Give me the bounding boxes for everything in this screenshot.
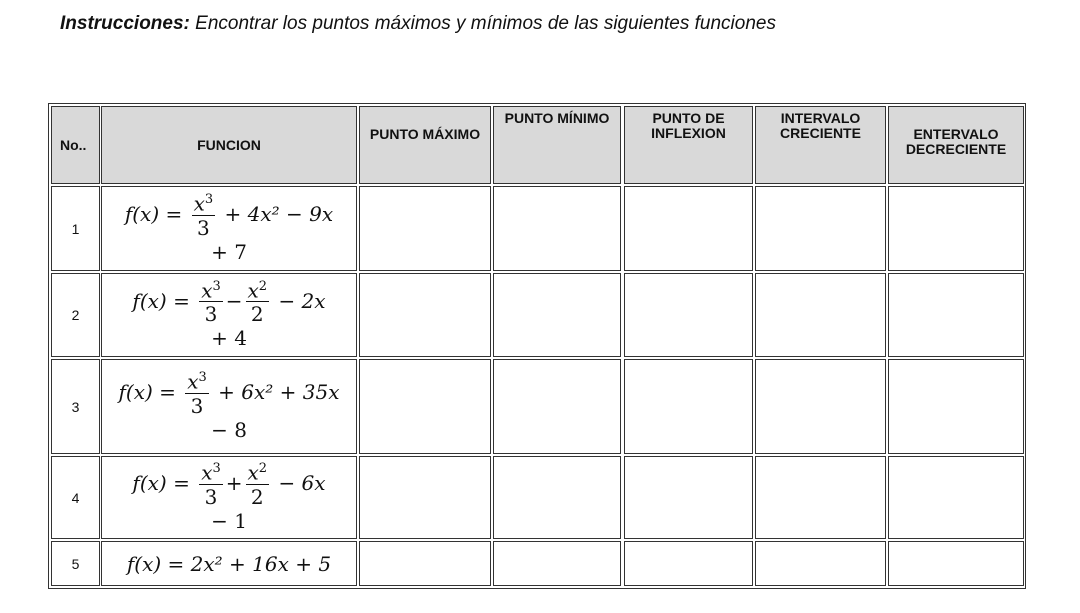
punto-inflexion-cell[interactable] [624, 456, 753, 539]
row-number: 2 [51, 273, 100, 357]
header-intervalo-creciente: INTERVALO CRECIENTE [755, 106, 886, 184]
function-expression: f(x) = 2x² + 16x + 5 [126, 551, 332, 576]
punto-inflexion-cell[interactable] [624, 359, 753, 454]
function-continuation: + 7 [211, 239, 247, 264]
function-expression: f(x) = $\frac{x^3}{3}$ + $\frac{x^2}{2}$ − 6x [132, 460, 326, 509]
punto-minimo-cell[interactable] [493, 273, 621, 357]
punto-minimo-cell[interactable] [493, 541, 621, 586]
punto-maximo-cell[interactable] [359, 186, 491, 271]
punto-inflexion-cell[interactable] [624, 541, 753, 586]
instructions-label: Instrucciones: [60, 13, 190, 34]
intervalo-creciente-cell[interactable] [755, 186, 886, 271]
function-continuation: − 8 [211, 417, 247, 442]
header-punto-minimo: PUNTO MÍNIMO [493, 106, 621, 184]
header-punto-inflexion: PUNTO DE INFLEXION [624, 106, 753, 184]
function-cell [101, 273, 357, 357]
entervalo-decreciente-cell[interactable] [888, 541, 1024, 586]
punto-minimo-cell[interactable] [493, 359, 621, 454]
header-no: No.. [51, 106, 100, 184]
intervalo-creciente-cell[interactable] [755, 541, 886, 586]
header-entervalo-decreciente: ENTERVALO DECRECIENTE [888, 106, 1024, 184]
instructions-line [60, 13, 776, 35]
punto-minimo-cell[interactable] [493, 186, 621, 271]
row-number: 5 [51, 541, 100, 586]
function-expression: f(x) = $\frac{x^3}{3}$ + 6x² + 35x [118, 369, 340, 418]
header-funcion: FUNCION [101, 106, 357, 184]
function-continuation: + 4 [211, 326, 247, 351]
row-number: 1 [51, 186, 100, 271]
row-number: 3 [51, 359, 100, 454]
entervalo-decreciente-cell[interactable] [888, 359, 1024, 454]
function-expression: f(x) = $\frac{x^3}{3}$ − $\frac{x^2}{2}$ − 2x [132, 278, 326, 327]
intervalo-creciente-cell[interactable] [755, 456, 886, 539]
function-cell [101, 541, 357, 586]
function-continuation: − 1 [211, 508, 247, 533]
functions-table [48, 103, 1026, 589]
punto-maximo-cell[interactable] [359, 273, 491, 357]
intervalo-creciente-cell[interactable] [755, 273, 886, 357]
entervalo-decreciente-cell[interactable] [888, 186, 1024, 271]
header-punto-maximo: PUNTO MÁXIMO [359, 106, 491, 184]
function-cell [101, 456, 357, 539]
function-expression: f(x) = $\frac{x^3}{3}$ + 4x² − 9x [124, 191, 334, 240]
punto-maximo-cell[interactable] [359, 359, 491, 454]
row-number: 4 [51, 456, 100, 539]
instructions-text: Encontrar los puntos máximos y mínimos de las siguientes funciones [195, 13, 776, 34]
entervalo-decreciente-cell[interactable] [888, 273, 1024, 357]
punto-inflexion-cell[interactable] [624, 273, 753, 357]
function-cell [101, 186, 357, 271]
punto-inflexion-cell[interactable] [624, 186, 753, 271]
punto-maximo-cell[interactable] [359, 456, 491, 539]
intervalo-creciente-cell[interactable] [755, 359, 886, 454]
punto-maximo-cell[interactable] [359, 541, 491, 586]
punto-minimo-cell[interactable] [493, 456, 621, 539]
function-cell [101, 359, 357, 454]
entervalo-decreciente-cell[interactable] [888, 456, 1024, 539]
